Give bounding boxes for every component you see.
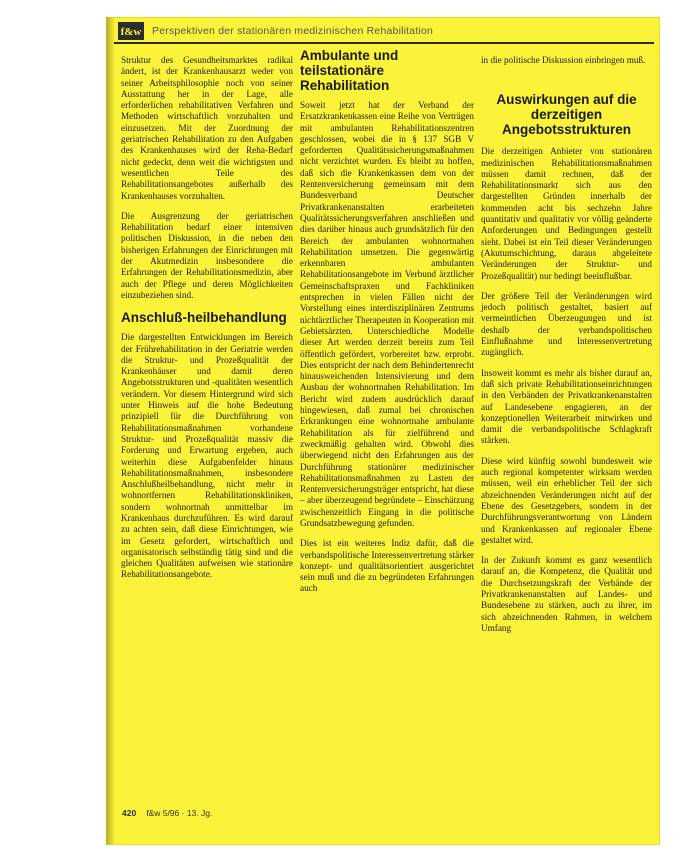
journal-reference: f&w 5/96 · 13. Jg. <box>146 808 213 818</box>
journal-logo-text: f&w <box>120 26 142 38</box>
paragraph: Insoweit kommt es mehr als bisher darauf an, daß sich private Rehabilitationseinrichtungen in den Verbänden der Privatkrankenanstalten auf Landesebene engagieren, an der konzeptionellen Weiterarbeit mitwirken und damit die verbandspolitische Schlagkraft stärken. <box>481 367 652 446</box>
paragraph: Diese wird künftig sowohl bundesweit wie auch regional kompetenter wirksam werden müssen, weil ein erheblicher Teil der sich abzeichnenden Veränderungen nicht auf der Ebene des Gesetzgebers, sondern in der Durchführungsverantwortung von Ländern und Krankenkassen auf regionaler Ebene gestaltet wird. <box>481 455 652 545</box>
journal-logo-icon <box>118 22 144 40</box>
column-2 <box>300 48 474 604</box>
section-heading-auswirkungen: Auswirkungen auf die derzeitigen Angebotsstrukturen <box>496 92 637 138</box>
paragraph: Struktur des Gesundheitsmarktes radikal ändert, ist der Krankenhausarzt weder von seiner Arbeitsphilosophie noch von seiner Ausstattung her in der Lage, alle erforderlichen rehabilitativen Verfahren und Methoden wirtschaftlich vorzuhalten und einzusetzen. Mit der Zuordnung der geriatrischen Rehabilitation zu den Aufgaben des Krankenhauses wird der Reha-Bedarf nicht gedeckt, denn weit die wichtigsten und wesentlichen Teile des Rehabilitationsangebotes außerhalb des Krankenhauses vorzuhalten. <box>121 55 293 201</box>
column-3 <box>481 55 652 643</box>
paragraph: in die politische Diskussion einbringen muß. <box>481 55 646 65</box>
paragraph: Dies ist ein weiteres Indiz dafür, daß die verbandspolitische Interessenvertretung stärker konzept- und qualitätsorientiert ausgerichtet sein muß und die zu begründeten Erfahrungen auch <box>300 538 474 594</box>
journal-logo <box>118 22 144 40</box>
paragraph: Die dargestellten Entwicklungen im Bereich der Frührehabilitation in der Geriatrie werden die Struktur- und Prozeßqualität der Krankenhäuser und damit deren Angebotsstrukturen und -qualitäten wesentlich verändern. Vor diesem Hintergrund wird sich unter Hinweis auf die hohe Bedeutung prinzipiell für die Durchführung von Rehabilitationsmaßnahmen vorhandene Struktur- und Prozeßqualität massiv die Forderung und Erwartung ergeben, auch weiterhin diese Aufgabenfelder hinaus Rehabilitationsmaßnahmen, insbesondere Anschlußheilbehandlung, nicht mehr in wohnortfernen Rehabilitationskliniken, sondern wohnortnah unmittelbar im Krankenhaus durchzuführen. Es wird darauf zu achten sein, daß diese Einrichtungen, wie im Gesetz gefordert, wirtschaftlich und organisatorisch selbständig tätig sind und die gleichen Qualitäten aufweisen wie stationäre Rehabilitationsangebote. <box>121 332 293 580</box>
paragraph: Soweit jetzt hat der Verband der Ersatzkrankenkassen eine Reihe von Verträgen mit ambulanten Rehabilitationszentren geschlossen, wobei die in § 137 SGB V geforderten Qualitätssicherungsmaßnahmen nicht verzichtet wurden. Es bleibt zu hoffen, daß sich die Krankenkassen dem von der Rentenversicherung gemeinsam mit dem Bundesverband Deutscher Privatkrankenanstalten erarbeiteten Qualitätssicherungsverfahren anschließen und dies darüber hinaus auch grundsätzlich für den Bereich der ambulanten wohnortnahen Rehabilitation umsetzen. Die gegenwärtig erkennbaren ambulanten Rehabilitationsangebote im Verbund ärztlicher Gemeinschaftspraxen und Fachkliniken entsprechen in vielen Fällen nicht der Vorstellung eines interdisziplinären Zentrums nichtärztlicher Therapeuten in Kooperation mit Gebietsärzten. Unterschiedliche Modelle dieser Art werden derzeit bereits zum Teil öffentlich gefördert, vorbereitet bzw. erprobt. Dies entspricht der nach dem Behindertenrecht hinausweichenden Intensivierung und dem Ausbau der wohnortnahen Rehabilitation. Im Bericht wird zudem ausdrücklich darauf hingewiesen, daß zumal bei chronischen Erkrankungen eine wohnortnahe ambulante Rehabilitation als für zielführend und zweckmäßig gehalten wird. Obwohl dies überwiegend nicht den Erfahrungen aus der Durchführung stationärer medizinischer Rehabilitationsmaßnahmen zu Lasten der Rentenversicherungsträger entspricht, hat diese – aber überzeugend begründete – Einschätzung zwischenzeitlich Eingang in die politische Grundsatzbewegung gefunden. <box>300 100 474 528</box>
page-number: 420 <box>122 808 137 818</box>
section-heading-anschlussheilbehandlung: Anschluß-heilbehandlung <box>121 310 287 326</box>
paragraph: In der Zukunft kommt es ganz wesentlich darauf an, die Kompetenz, die Qualität und die Durchsetzungskraft der Verbände der Privatkrankenanstalten auf Landes- und Bundesebene zu stärken, auch zu ihrer, im sich abzeichnenden Rahmen, in welchem Umfang <box>481 555 652 633</box>
header-title: Perspektiven der stationären medizinischen Rehabilitation <box>152 25 434 37</box>
page-footer <box>122 806 292 820</box>
column-1 <box>121 55 293 590</box>
paragraph: Die derzeitigen Anbieter von stationären medizinischen Rehabilitationsmaßnahmen müssen damit rechnen, daß der Rehabilitationsmarkt sich aus den dargestellten Gründen innerhalb der kommenden acht bis sechzehn Jahre quantitativ und qualitativ vor völlig geänderte Anforderungen und Bedingungen gestellt sieht. Dabei ist ein Teil dieser Veränderungen (Akutumschichtung, daraus abgeleitete Veränderungen der Struktur- und Prozeßqualität) nur bedingt beeinflußbar. <box>481 146 652 281</box>
section-heading-ambulante-rehabilitation: Ambulante und teilstationäre Rehabilitation <box>300 48 399 93</box>
page-gutter-shadow <box>106 17 114 845</box>
paragraph: Der größere Teil der Veränderungen wird jedoch politisch gestaltet, basiert auf vermeintlichen Überzeugungen und ist deshalb der verbandspolitischen Einflußnahme und Interessenvertretung zugänglich. <box>481 290 652 358</box>
running-header <box>114 20 654 44</box>
paragraph: Die Ausgrenzung der geriatrischen Rehabilitation bedarf einer intensiven politischen Diskussion, in die neben den bisherigen Erfahrungen der Einrichtungen mit der Akutmedizin insbesondere die Erfahrungen der Rehabilitationsmedizin, aber auch der Pflege und deren Möglichkeiten einzubeziehen sind. <box>121 210 293 300</box>
